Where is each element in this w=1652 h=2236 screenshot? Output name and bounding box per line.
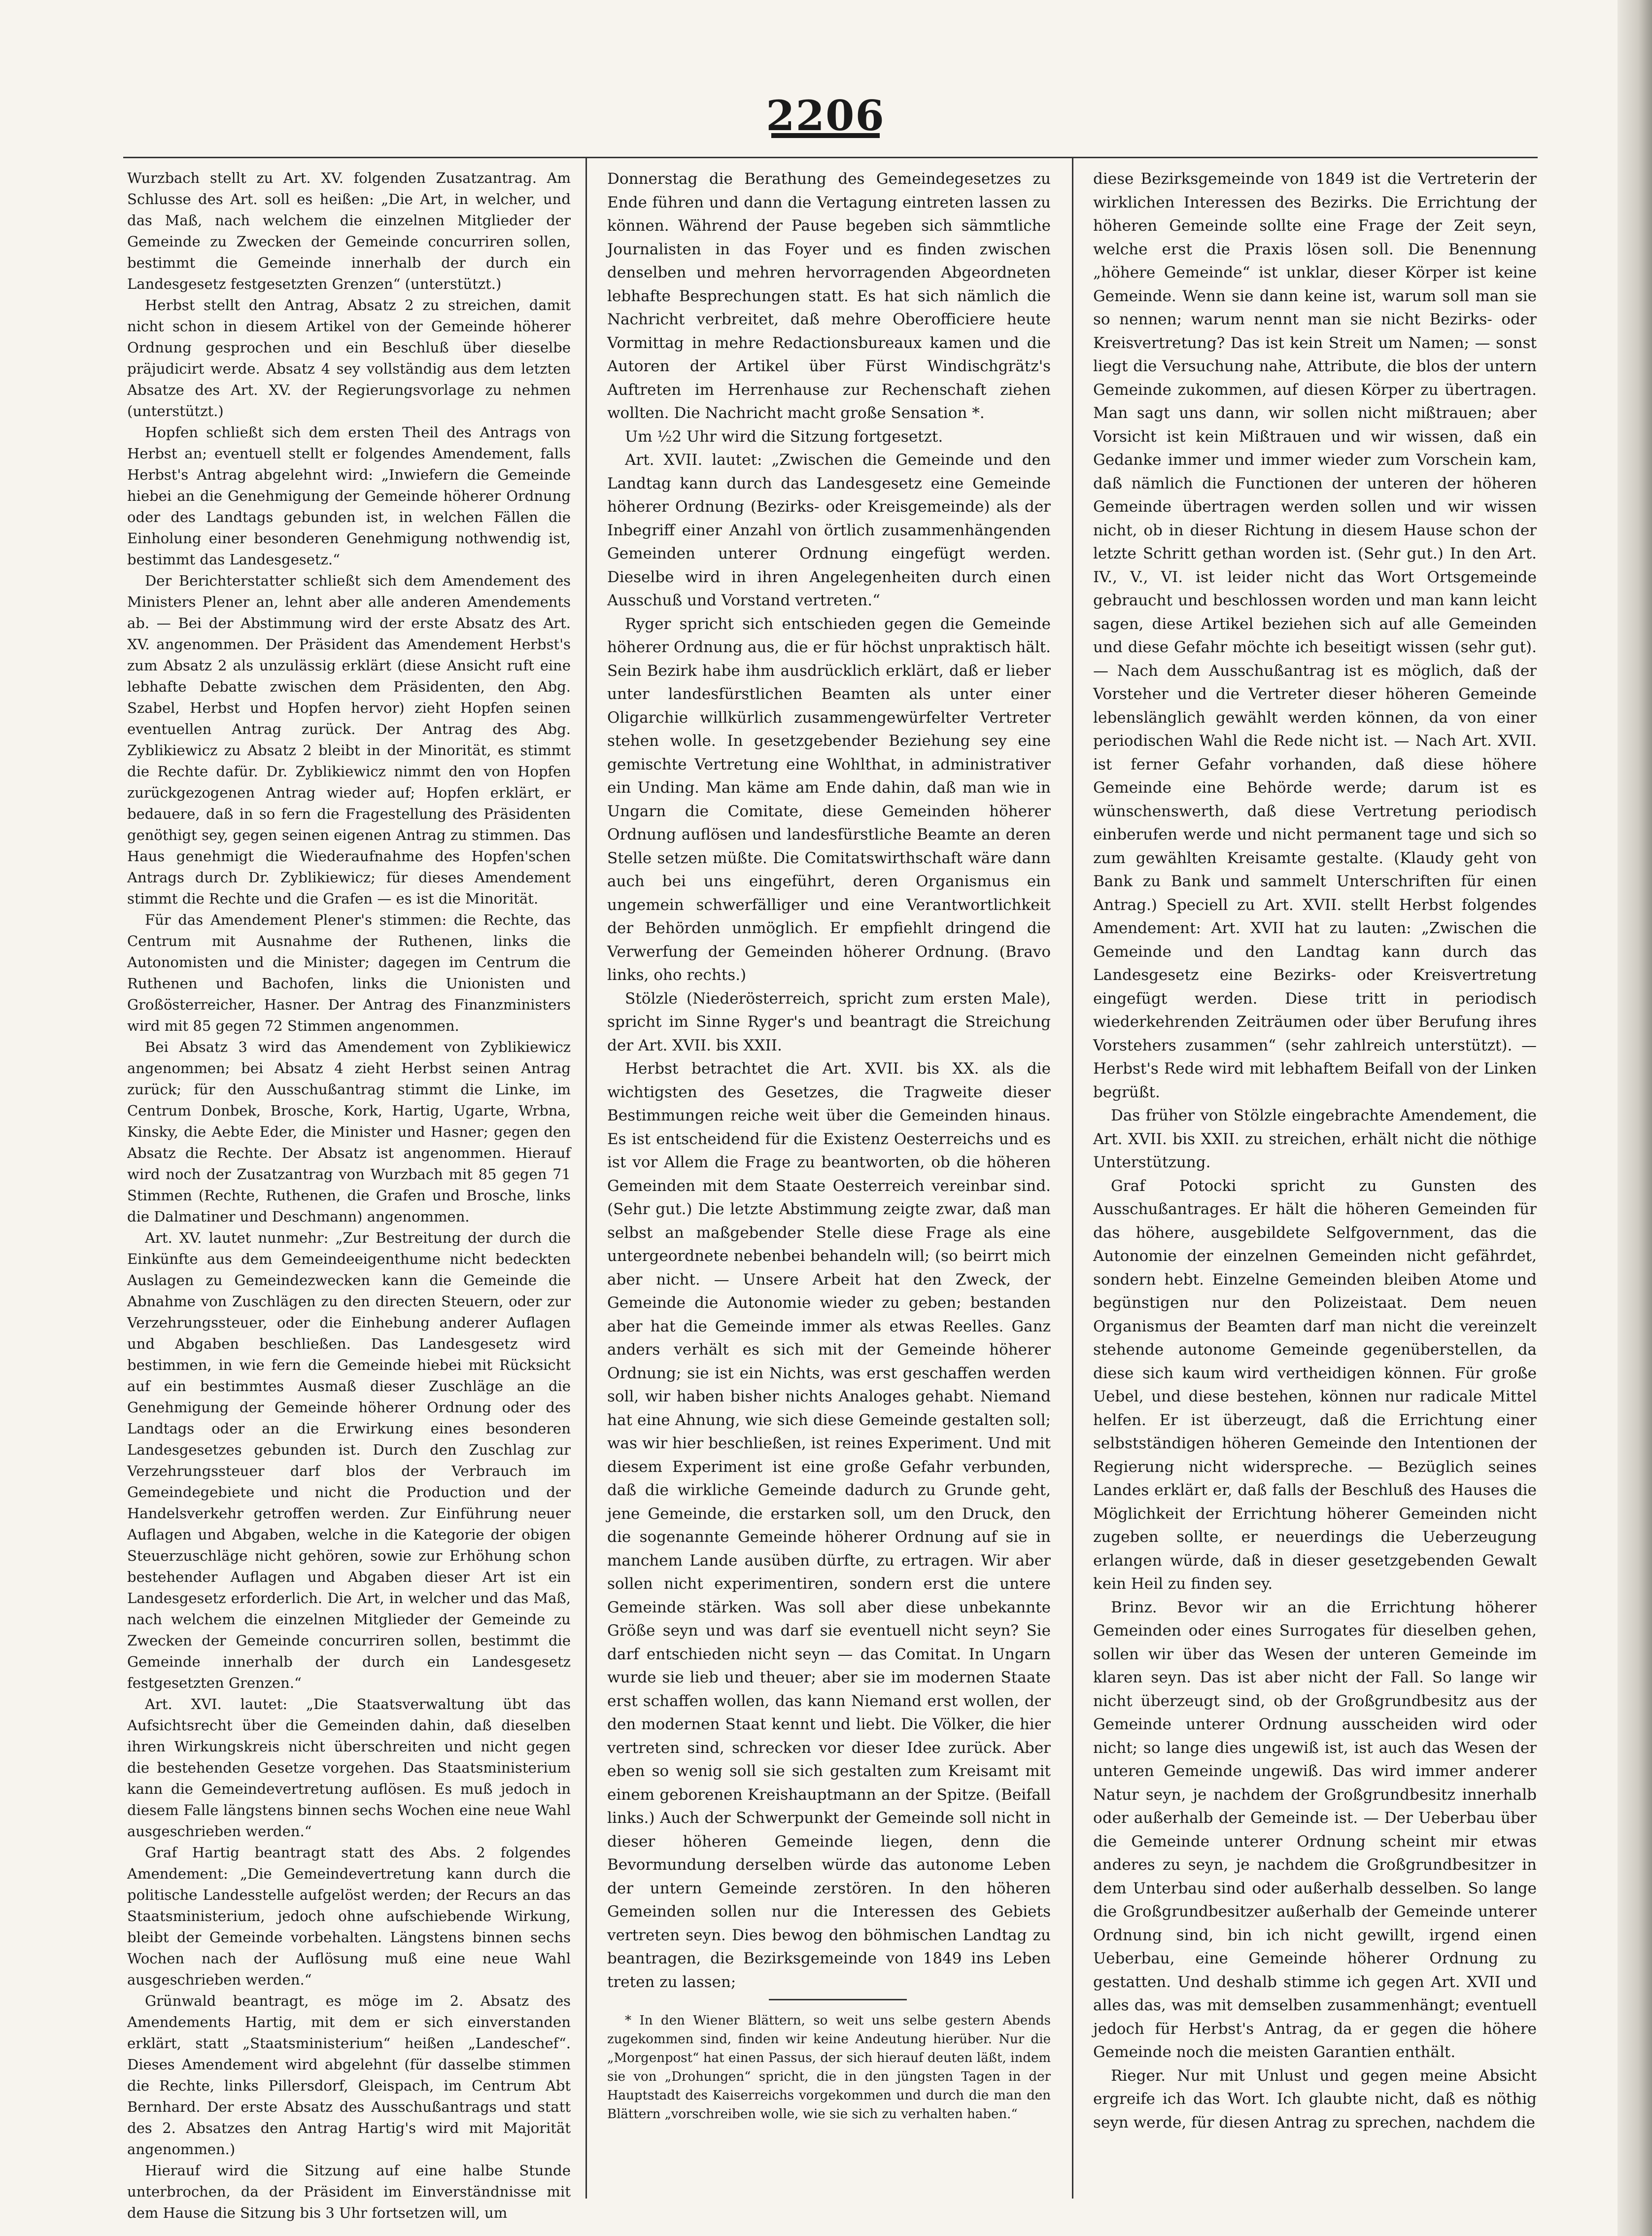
paragraph: Der Berichterstatter schließt sich dem Amendement des Ministers Plener an, lehnt aber alle anderen Amendements ab. — Bei der Abstimmung wird der erste Absatz des Art. XV. angenommen. Der Präsident das Amendement Herbst's zum Absatz 2 als unzulässig erklärt (diese Ansicht ruft eine lebhafte Debatte zwischen dem Präsidenten, den Abg. Szabel, Herbst und Hopfen hervor) zieht Hopfen seinen eventuellen Antrag zurück. Der Antrag des Abg. Zyblikiewicz zu Absatz 2 bleibt in der Minorität, es stimmt die Rechte dafür. Dr. Zyblikiewicz nimmt den von Hopfen zurückgezogenen Antrag wieder auf; Hopfen erklärt, er bedauere, daß in so fern die Fragestellung des Präsidenten genöthigt sey, gegen seinen eigenen Antrag zu stimmen. Das Haus genehmigt die Wiederaufnahme des Hopfen'schen Antrags durch Dr. Zyblikiewicz; für dieses Amendement stimmt die Rechte und die Grafen — es ist die Minorität.: [127, 572, 571, 907]
paragraph: Herbst stellt den Antrag, Absatz 2 zu streichen, damit nicht schon in diesem Artikel von der Gemeinde höherer Ordnung gesprochen und ein Beschluß über dieselbe präjudicirt werde. Absatz 4 sey vollständig aus dem letzten Absatze des Art. XV. der Regierungsvorlage zu nehmen (unterstützt.): [127, 297, 571, 419]
header-rule: [123, 157, 1538, 158]
paragraph: Brinz. Bevor wir an die Errichtung höherer Gemeinden oder eines Surrogates für dieselben gehen, sollen wir über das Wesen der unteren Gemeinde im klaren seyn. Das ist aber nicht der Fall. So lange wir nicht überzeugt sind, ob der Großgrundbesitz aus der Gemeinde unterer Ordnung ausscheiden wird oder nicht; so lange dies ungewiß ist, ist auch das Wesen der unteren Gemeinde ungewiß. Das wird immer anderer Natur seyn, je nachdem der Großgrundbesitz innerhalb oder außerhalb der Gemeinde ist. — Der Ueberbau über die Gemeinde unterer Ordnung scheint mir etwas anderes zu seyn, je nachdem die Großgrundbesitzer in dem Unterbau sind oder außerhalb desselben. So lange die Großgrundbesitzer außerhalb der Gemeinde unterer Ordnung sind, bin ich nicht gewillt, irgend einen Ueberbau, eine Gemeinde höherer Ordnung zu gestatten. Und deshalb stimme ich gegen Art. XVII und alles das, was mit demselben zusammenhängt; eventuell jedoch für Herbst's Antrag, da er gegen die höhere Gemeinde noch die meisten Garantien enthält.: [1093, 1598, 1537, 2061]
footnote-text: * In den Wiener Blättern, so weit uns selbe gestern Abends zugekommen sind, finden wir keine Andeutung hierüber. Nur die „Morgenpost“ hat einen Passus, der sich hierauf deuten läßt, indem sie von „Drohungen“ spricht, die in den jüngsten Tagen in der Hauptstadt des Kaiserreichs vorgekommen und durch die man den Blättern „vorschreiben wolle, wie sie sich zu verhalten haben.“: [607, 2013, 1051, 2122]
paragraph: Graf Potocki spricht zu Gunsten des Ausschußantrages. Er hält die höheren Gemeinden für das höhere, ausgebildete Selfgovernment, das die Autonomie der einzelnen Gemeinden nicht gefährdet, sondern hebt. Einzelne Gemeinden bleiben Atome und begünstigen nur den Polizeistaat. Dem neuen Organismus der Beamten darf man nicht die vereinzelt stehende autonome Gemeinde gegenüberstellen, da diese sich kaum wird vertheidigen können. Für große Uebel, und diese bestehen, können nur radicale Mittel helfen. Er ist überzeugt, daß die Errichtung einer selbstständigen höheren Gemeinde den Intentionen der Regierung nicht widerspreche. — Bezüglich seines Landes erklärt er, daß falls der Beschluß des Hauses die Möglichkeit der Errichtung höherer Gemeinden nicht zugeben sollte, er neuerdings die Ueberzeugung erlangen würde, daß in dieser gesetzgebenden Gewalt kein Heil zu finden sey.: [1093, 1177, 1537, 1593]
footnote: [607, 2011, 1051, 2124]
column-divider: [1072, 158, 1073, 2199]
text-column-1: [127, 168, 571, 2221]
paragraph: Art. XV. lautet nunmehr: „Zur Bestreitung der durch die Einkünfte aus dem Gemeindeeigenthume nicht bedeckten Auslagen zu Gemeindezwecken kann die Gemeinde die Abnahme von Zuschlägen zu den directen Steuern, oder zur Verzehrungssteuer, oder die Einhebung anderer Auflagen und Abgaben beschließen. Das Landesgesetz wird bestimmen, in wie fern die Gemeinde hiebei mit Rücksicht auf ein bestimmtes Ausmaß dieser Zuschläge an die Genehmigung der Gemeinde höherer Ordnung oder des Landtags oder an die Erwirkung eines besonderen Landesgesetzes gebunden ist. Durch den Zuschlag zur Verzehrungssteuer darf blos der Verbrauch im Gemeindegebiete und nicht die Production und der Handelsverkehr getroffen werden. Zur Einführung neuer Auflagen und Abgaben, welche in die Kategorie der obigen Steuerzuschläge nicht gehören, sowie zur Erhöhung schon bestehender Auflagen und Abgaben dieser Art ist ein Landesgesetz erforderlich. Die Art, in welcher und das Maß, nach welchem die einzelnen Mitglieder der Gemeinde zu Zwecken der Gemeinde concurriren sollen, bestimmt die Gemeinde innerhalb der durch ein Landesgesetz festgesetzten Grenzen.“: [127, 1229, 571, 1691]
paragraph: Für das Amendement Plener's stimmen: die Rechte, das Centrum mit Ausnahme der Ruthenen, links die Autonomisten und die Minister; dagegen im Centrum die Ruthenen und Bachofen, links die Unionisten und Großösterreicher, Hasner. Der Antrag des Finanzministers wird mit 85 gegen 72 Stimmen angenommen.: [127, 911, 571, 1034]
paragraph: Art. XVI. lautet: „Die Staatsverwaltung übt das Aufsichtsrecht über die Gemeinden dahin, daß dieselben ihren Wirkungskreis nicht überschreiten und nicht gegen die bestehenden Gesetze vorgehen. Das Staatsministerium kann die Gemeindevertretung auflösen. Es muß jedoch in diesem Falle längstens binnen sechs Wochen eine neue Wahl ausgeschrieben werden.“: [127, 1696, 571, 1840]
paragraph: Grünwald beantragt, es möge im 2. Absatz des Amendements Hartig, mit dem er sich einverstanden erklärt, statt „Staatsministerium“ heißen „Landeschef“. Dieses Amendement wird abgelehnt (für dasselbe stimmen die Rechte, links Pillersdorf, Gleispach, im Centrum Abt Bernhard. Der erste Absatz des Ausschußantrags und statt des 2. Absatzes den Antrag Hartig's wird mit Majorität angenommen.): [127, 1992, 571, 2158]
paragraph: Graf Hartig beantragt statt des Abs. 2 folgendes Amendement: „Die Gemeindevertretung kann durch die politische Landesstelle aufgelöst werden; der Recurs an das Staatsministerium, jedoch ohne aufschiebende Wirkung, bleibt der Gemeinde vorbehalten. Längstens binnen sechs Wochen nach der Auflösung muß eine neue Wahl ausgeschrieben werden.“: [127, 1844, 571, 1988]
page-number: 2206: [761, 89, 890, 143]
paragraph: Hopfen schließt sich dem ersten Theil des Antrags von Herbst an; eventuell stellt er folgendes Amendement, falls Herbst's Antrag abgelehnt wird: „Inwiefern die Gemeinde hiebei an die Genehmigung der Gemeinde höherer Ordnung oder des Landtags gebunden ist, in welchen Fällen die Einholung einer besonderen Genehmigung nothwendig ist, bestimmt das Landesgesetz.“: [127, 424, 571, 568]
text-column-2: [607, 168, 1051, 1991]
column-divider: [585, 158, 587, 2199]
page-edge-shadow: [1618, 0, 1652, 2236]
paragraph: Art. XVII. lautet: „Zwischen die Gemeinde und den Landtag kann durch das Landesgesetz eine Gemeinde höherer Ordnung (Bezirks- oder Kreisgemeinde) als der Inbegriff einer Anzahl von örtlich zusammenhängenden Gemeinden unterer Ordnung eingefügt werden. Dieselbe wird in ihren Angelegenheiten durch einen Ausschuß und Vorstand vertreten.“: [607, 451, 1051, 609]
text-column-3: [1093, 168, 1537, 2203]
paragraph: Ryger spricht sich entschieden gegen die Gemeinde höherer Ordnung aus, die er für höchst unpraktisch hält. Sein Bezirk habe ihm ausdrücklich erklärt, daß er lieber unter landesfürstlichen Beamten als unter einer Oligarchie willkürlich zusammengewürfelter Vertreter stehen wolle. In gesetzgebender Beziehung sey eine gemischte Vertretung eine Wohlthat, in administrativer ein Unding. Man käme am Ende dahin, daß man wie in Ungarn die Comitate, diese Gemeinden höherer Ordnung auflösen und landesfürstliche Beamte an deren Stelle setzen müßte. Die Comitatswirthschaft wäre dann auch bei uns eingeführt, deren Organismus ein ungemein schwerfälliger und eine Verantwortlichkeit der Behörden unmöglich. Er empfiehlt dringend die Verwerfung der Gemeinden höherer Ordnung. (Bravo links, oho rechts.): [607, 615, 1051, 984]
paragraph: Stölzle (Niederösterreich, spricht zum ersten Male), spricht im Sinne Ryger's und beantragt die Streichung der Art. XVII. bis XXII.: [607, 989, 1051, 1054]
paragraph: diese Bezirksgemeinde von 1849 ist die Vertreterin der wirklichen Interessen des Bezirks. Die Errichtung der höheren Gemeinde sollte eine Frage der Zeit seyn, welche erst die Praxis lösen soll. Die Benennung „höhere Gemeinde“ ist unklar, dieser Körper ist keine Gemeinde. Wenn sie dann keine ist, warum soll man sie so nennen; warum nennt man sie nicht Bezirks- oder Kreisvertretung? Das ist kein Streit um Namen; — sonst liegt die Versuchung nahe, Attribute, die blos der untern Gemeinde zukommen, auf diesen Körper zu übertragen. Man sagt uns dann, wir sollen nicht mißtrauen; aber Vorsicht ist kein Mißtrauen und wir wissen, daß ein Gedanke immer und immer wieder zum Vorschein kam, daß nämlich die Functionen der unteren der höheren Gemeinde übertragen werden sollen und wir wissen nicht, ob in dieser Richtung in diesem Hause schon der letzte Schritt gethan worden ist. (Sehr gut.) In den Art. IV., V., VI. ist leider nicht das Wort Ortsgemeinde gebraucht und beschlossen worden und man kann leicht sagen, diese Artikel beziehen sich auf alle Gemeinden und diese Gefahr möchte ich beseitigt wissen (sehr gut). — Nach dem Ausschußantrag ist es möglich, daß der Vorsteher und die Vertreter dieser höheren Gemeinde lebenslänglich gewählt werden können, da von einer periodischen Wahl die Rede nicht ist. — Nach Art. XVII. ist ferner Gefahr vorhanden, daß diese höhere Gemeinde eine Behörde werde; darum ist es wünschenswerth, daß diese Vertretung periodisch einberufen werde und nicht permanent tage und sich so zum gewählten Kreisamte gestalte. (Klaudy geht von Bank zu Bank und sammelt Unterschriften für einen Antrag.) Speciell zu Art. XVII. stellt Herbst folgendes Amendement: Art. XVII hat zu lauten: „Zwischen die Gemeinde und den Landtag kann durch das Landesgesetz eine Bezirks- oder Kreisvertretung eingefügt werden. Diese tritt in periodisch wiederkehrenden Zeiträumen oder über Berufung ihres Vorstehers zusammen“ (sehr zahlreich unterstützt). — Herbst's Rede wird mit lebhaftem Beifall von der Linken begrüßt.: [1093, 170, 1537, 1101]
footnote-rule: [769, 1999, 907, 2000]
paragraph: Das früher von Stölzle eingebrachte Amendement, die Art. XVII. bis XXII. zu streichen, erhält nicht die nöthige Unterstützung.: [1093, 1107, 1537, 1171]
paragraph: Hierauf wird die Sitzung auf eine halbe Stunde unterbrochen, da der Präsident im Einverständnisse mit dem Hause die Sitzung bis 3 Uhr fortsetzen will, um: [127, 2162, 571, 2221]
paragraph: Wurzbach stellt zu Art. XV. folgenden Zusatzantrag. Am Schlusse des Art. soll es heißen: „Die Art, in welcher, und das Maß, nach welchem die einzelnen Mitglieder der Gemeinde zu Zwecken der Gemeinde concurriren sollen, bestimmt die Gemeinde innerhalb der durch ein Landesgesetz festgesetzten Grenzen“ (unterstützt.): [127, 170, 571, 292]
paragraph: Um ½2 Uhr wird die Sitzung fortgesetzt.: [625, 427, 943, 446]
paragraph: Bei Absatz 3 wird das Amendement von Zyblikiewicz angenommen; bei Absatz 4 zieht Herbst seinen Antrag zurück; für den Ausschußantrag stimmt die Linke, im Centrum Donbek, Brosche, Kork, Hartig, Ugarte, Wrbna, Kinsky, die Aebte Eder, die Minister und Hasner; gegen den Absatz die Rechte. Der Absatz ist angenommen. Hierauf wird noch der Zusatzantrag von Wurzbach mit 85 gegen 71 Stimmen (Rechte, Ruthenen, die Grafen und Brosche, links die Dalmatiner und Deschmann) angenommen.: [127, 1039, 571, 1225]
paragraph: Donnerstag die Berathung des Gemeindegesetzes zu Ende führen und dann die Vertagung eintreten lassen zu können. Während der Pause begeben sich sämmtliche Journalisten in das Foyer und es finden zwischen denselben und mehren hervorragenden Abgeordneten lebhafte Besprechungen statt. Es hat sich nämlich die Nachricht verbreitet, daß mehre Oberofficiere heute Vormittag in mehre Redactionsbureaux kamen und die Autoren der Artikel über Fürst Windischgrätz's Auftreten im Herrenhause zur Rechenschaft ziehen wollten. Die Nachricht macht große Sensation *.: [607, 170, 1051, 422]
paragraph: Herbst betrachtet die Art. XVII. bis XX. als die wichtigsten des Gesetzes, die Tragweite dieser Bestimmungen reiche weit über die Gemeinden hinaus. Es ist entscheidend für die Existenz Oesterreichs und es ist vor Allem die Frage zu beantworten, ob die höheren Gemeinden mit dem Staate Oesterreich vereinbar sind. (Sehr gut.) Die letzte Abstimmung zeigte zwar, daß man selbst an maßgebender Stelle diese Frage als eine untergeordnete nebenbei behandeln will; (so beirrt mich aber nicht. — Unsere Arbeit hat den Zweck, der Gemeinde die Autonomie wieder zu geben; bestanden aber hat die Gemeinde immer als etwas Reelles. Ganz anders verhält es sich mit der Gemeinde höherer Ordnung; sie ist ein Nichts, was erst geschaffen werden soll, wir haben bisher nichts Analoges gehabt. Niemand hat eine Ahnung, wie sich diese Gemeinde gestalten soll; was wir hier beschließen, ist reines Experiment. Und mit diesem Experiment ist eine große Gefahr verbunden, daß die wirkliche Gemeinde dadurch zu Grunde geht, jene Gemeinde, die erstarken soll, um den Druck, den die sogenannte Gemeinde höherer Ordnung auf sie in manchem Lande ausüben dürfte, zu ertragen. Wir aber sollen nicht experimentiren, sondern erst die untere Gemeinde stärken. Was soll aber diese unbekannte Größe seyn und was darf sie eventuell nicht seyn? Sie darf entschieden nicht seyn — das Comitat. In Ungarn wurde sie lieb und theuer; aber sie im modernen Staate erst schaffen wollen, das kann Niemand erst wollen, der den modernen Staat kennt und liebt. Die Völker, die hier vertreten sind, schrecken vor dieser Idee zurück. Aber eben so wenig soll sie sich gestalten zum Kreisamt mit einem geborenen Kreishauptmann an der Spitze. (Beifall links.) Auch der Schwerpunkt der Gemeinde soll nicht in dieser höheren Gemeinde liegen, denn die Bevormundung derselben würde das autonome Leben der untern Gemeinde zerstören. In den höheren Gemeinden sollen nur die Interessen des Gebiets vertreten seyn. Dies bewog den böhmischen Landtag zu beantragen, die Bezirksgemeinde von 1849 ins Leben treten zu lassen;: [607, 1060, 1051, 1991]
paragraph: Rieger. Nur mit Unlust und gegen meine Absicht ergreife ich das Wort. Ich glaubte nicht, daß es nöthig seyn werde, für diesen Antrag zu sprechen, nachdem die: [1093, 2066, 1537, 2131]
